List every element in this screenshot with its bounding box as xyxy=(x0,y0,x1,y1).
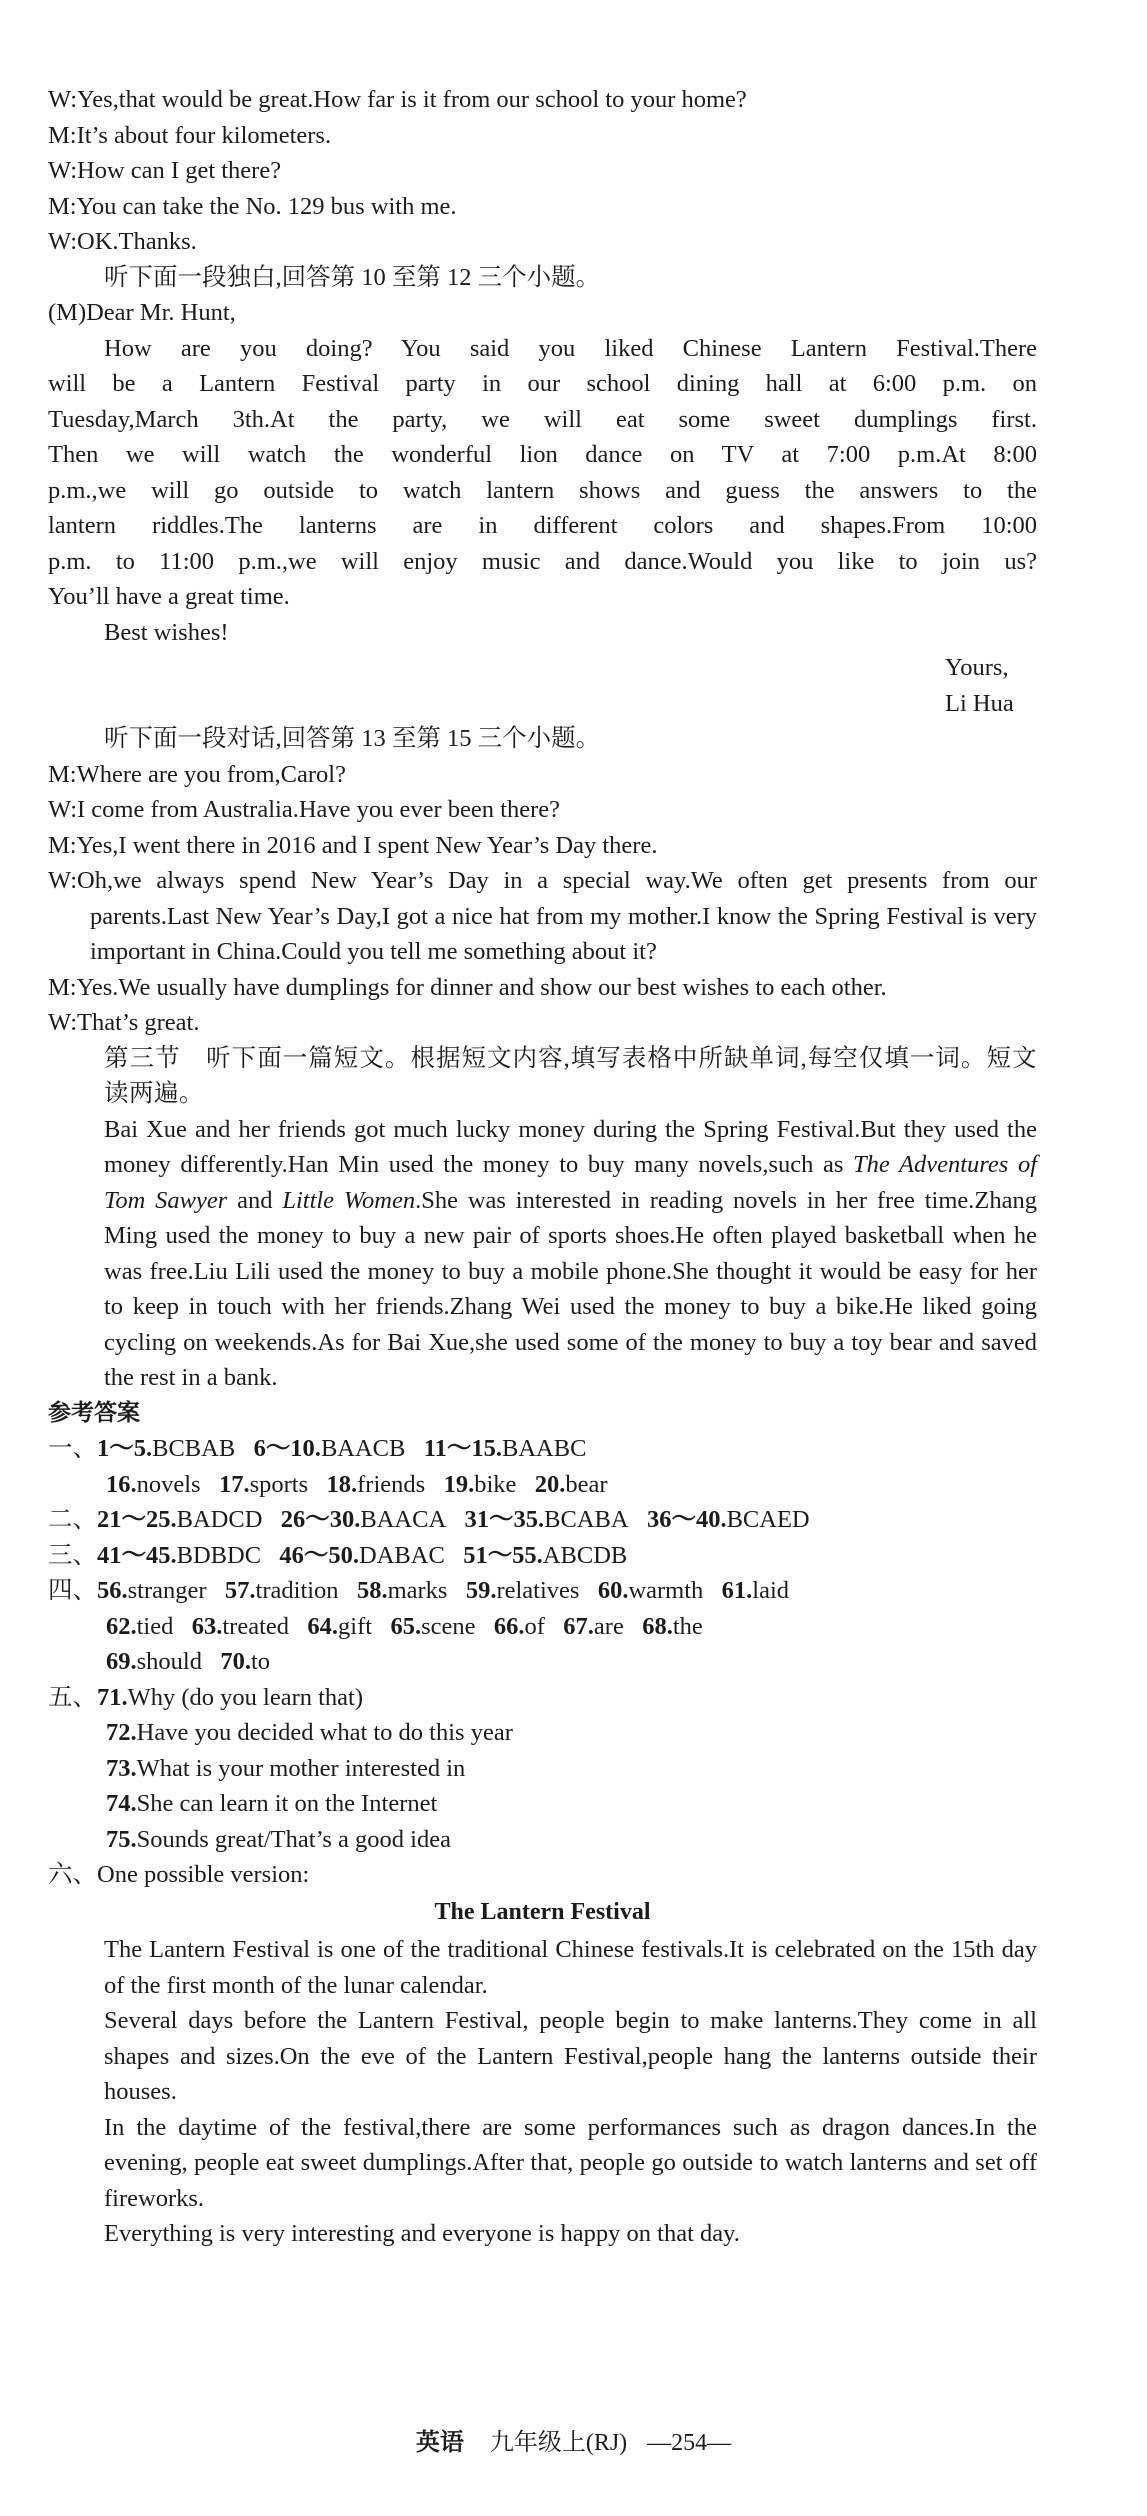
answer-num: 64. xyxy=(307,1612,339,1640)
answer-num: 1～5. xyxy=(97,1435,153,1462)
dialogue-1 xyxy=(48,82,1037,260)
answer-val: to xyxy=(250,1648,271,1675)
dialogue-line: W:OK.Thanks. xyxy=(48,228,197,255)
answer-val: ABCDB xyxy=(542,1541,628,1569)
page-number: —254— xyxy=(647,2430,732,2456)
answer-num: 75. xyxy=(106,1825,137,1853)
answer-row-2 xyxy=(48,1502,1037,1538)
section-label: 三、 xyxy=(48,1541,97,1569)
answer-num: 60. xyxy=(597,1577,629,1604)
dialogue-line: M:Yes.We usually have dumplings for dinner and show our best wishes to each other. xyxy=(48,973,887,1001)
answer-num: 67. xyxy=(563,1612,594,1640)
section-label: 二、 xyxy=(48,1506,97,1533)
answer-val: DABAC xyxy=(359,1541,445,1569)
essay-paragraph: The Lantern Festival is one of the traditional Chinese festivals.It is celebrated on the 15th day of the first month of the lunar calendar. xyxy=(104,1936,1037,1999)
essay-paragraph: Everything is very interesting and everyone is happy on that day. xyxy=(104,2220,740,2247)
footer-subject: 英语 xyxy=(415,2430,464,2456)
answer-row-4b xyxy=(48,1609,1037,1645)
answer-val: tied xyxy=(136,1612,174,1640)
answer-num: 56. xyxy=(97,1577,128,1604)
answer-val: treated xyxy=(222,1612,290,1640)
answer-val: BAACA xyxy=(360,1506,447,1533)
answer-num: 31～35. xyxy=(464,1506,545,1533)
answer-val: bear xyxy=(565,1470,608,1498)
answer-row-4 xyxy=(48,1573,1037,1609)
letter-sign-1: Yours, xyxy=(945,654,1009,681)
essay-title: The Lantern Festival xyxy=(434,1898,651,1925)
answer-val: BCBAB xyxy=(152,1435,236,1462)
answer-row-1b xyxy=(48,1467,1037,1503)
dialogue-line: W:I come from Australia.Have you ever been there? xyxy=(48,796,560,823)
book-title: The Adventures of Tom Sawyer xyxy=(104,1151,1037,1214)
answer-val: Why (do you learn that) xyxy=(127,1683,364,1711)
answer-val: BCAED xyxy=(726,1506,810,1533)
answer-val: warmth xyxy=(628,1577,704,1604)
answer-row-5d xyxy=(48,1786,1037,1822)
letter-line: lantern riddles.The lanterns are in different colors and shapes.From 10:00 xyxy=(48,512,1037,539)
dialogue-line: W:That’s great. xyxy=(48,1009,200,1036)
dialogue-line: M:Where are you from,Carol? xyxy=(48,760,346,788)
dialogue-line: M:You can take the No. 129 bus with me. xyxy=(48,192,457,220)
answer-val: BDBDC xyxy=(176,1541,262,1569)
answer-val: stranger xyxy=(127,1577,207,1604)
instruction: 听下面一段对话,回答第 13 至第 15 三个小题。 xyxy=(104,725,601,752)
answer-num: 70. xyxy=(220,1648,251,1675)
answer-num: 57. xyxy=(224,1577,256,1604)
answer-num: 61. xyxy=(721,1577,753,1604)
answer-num: 65. xyxy=(390,1612,422,1640)
answer-val: BAACB xyxy=(320,1435,406,1462)
letter-line: Tuesday,March 3th.At the party, we will eat some sweet dumplings first. xyxy=(48,405,1037,433)
answer-val: marks xyxy=(387,1577,448,1604)
dialogue-line: W:Oh,we always spend New Year’s Day in a special way.We often get presents from our parents.Last New Year’s Day,I got a nice hat from my mother.I know the Spring Festival is very important in China.Could you tell me something about it? xyxy=(48,867,1037,965)
answer-row-5 xyxy=(48,1680,1037,1716)
essay-paragraph: In the daytime of the festival,there are some performances such as dragon dances.In the evening, people eat sweet dumplings.After that, people go outside to watch lanterns and set off fireworks. xyxy=(104,2113,1037,2212)
answer-row-1 xyxy=(48,1431,1037,1467)
answer-val: BADCD xyxy=(176,1506,263,1533)
answer-val: BAABC xyxy=(502,1435,587,1462)
answer-val: novels xyxy=(136,1470,201,1498)
answer-val: gift xyxy=(338,1612,373,1640)
essay-paragraph: Several days before the Lantern Festival, people begin to make lanterns.They come in all shapes and sizes.On the eve of the Lantern Festival,people hang the lanterns outside their houses. xyxy=(104,2007,1037,2105)
answer-num: 26～30. xyxy=(280,1506,361,1533)
letter-line: Then we will watch the wonderful lion dance on TV at 7:00 p.m.At 8:00 xyxy=(48,441,1037,468)
letter-line: p.m. to 11:00 p.m.,we will enjoy music and dance.Would you like to join us? xyxy=(48,547,1037,575)
letter-sign-row xyxy=(48,650,1037,686)
answer-val: One possible version: xyxy=(97,1861,310,1888)
letter-line: will be a Lantern Festival party in our school dining hall at 6:00 p.m. on xyxy=(48,370,1037,397)
answer-num: 63. xyxy=(191,1612,223,1640)
answer-key xyxy=(48,1431,1037,1893)
answer-row-3 xyxy=(48,1538,1037,1574)
letter-line: How are you doing? You said you liked Chinese Lantern Festival.There xyxy=(104,334,1037,362)
answer-num: 36～40. xyxy=(646,1506,727,1533)
page-footer xyxy=(0,2426,1147,2462)
book-title: Little Women xyxy=(282,1186,416,1214)
answer-num: 72. xyxy=(106,1719,137,1746)
answer-row-4c xyxy=(48,1644,1037,1680)
dialogue-line: W:Yes,that would be great.How far is it from our school to your home? xyxy=(48,86,747,113)
answer-val: relatives xyxy=(496,1577,580,1604)
answer-num: 41～45. xyxy=(97,1541,177,1569)
section-label: 六、 xyxy=(48,1861,97,1888)
instruction: 听下面一段独白,回答第 10 至第 12 三个小题。 xyxy=(104,263,601,291)
answer-num: 58. xyxy=(356,1577,388,1604)
answer-num: 19. xyxy=(443,1470,475,1498)
answer-num: 46～50. xyxy=(279,1541,360,1569)
letter-closing: Best wishes! xyxy=(104,618,229,646)
answer-row-5b xyxy=(48,1715,1037,1751)
answer-val: should xyxy=(136,1648,202,1675)
answer-num: 69. xyxy=(106,1648,137,1675)
answer-num: 6～10. xyxy=(253,1435,321,1462)
answer-num: 21～25. xyxy=(97,1506,177,1533)
answer-val: the xyxy=(672,1612,703,1640)
letter-greeting: (M)Dear Mr. Hunt, xyxy=(48,299,236,326)
section-3-instruction: 第三节 听下面一篇短文。根据短文内容,填写表格中所缺单词,每空仅填一词。短文读两遍。 xyxy=(104,1044,1037,1107)
section-label: 四、 xyxy=(48,1577,97,1604)
answer-val: BCABA xyxy=(544,1506,629,1533)
dialogue-line: W:How can I get there? xyxy=(48,157,282,184)
letter-sign-row xyxy=(48,686,1037,722)
answer-num: 74. xyxy=(106,1790,137,1817)
passage-text: and xyxy=(227,1186,283,1214)
answer-num: 17. xyxy=(218,1470,250,1498)
letter-line: p.m.,we will go outside to watch lantern shows and guess the answers to the xyxy=(48,476,1037,504)
answer-num: 73. xyxy=(106,1754,137,1782)
answer-num: 18. xyxy=(326,1470,358,1498)
dialogue-2 xyxy=(48,757,1037,1041)
answer-row-5e xyxy=(48,1822,1037,1858)
answer-num: 62. xyxy=(106,1612,137,1640)
answer-val: Have you decided what to do this year xyxy=(136,1719,513,1746)
answer-val: of xyxy=(524,1612,545,1640)
answer-num: 51～55. xyxy=(463,1541,543,1569)
section-label: 一、 xyxy=(48,1435,97,1462)
answer-val: What is your mother interested in xyxy=(136,1754,466,1782)
answer-row-5c xyxy=(48,1751,1037,1787)
answer-row-6 xyxy=(48,1857,1037,1893)
answer-num: 71. xyxy=(97,1683,128,1711)
dialogue-line: M:Yes,I went there in 2016 and I spent New Year’s Day there. xyxy=(48,831,658,859)
answer-val: are xyxy=(593,1612,624,1640)
letter-line: You’ll have a great time. xyxy=(48,583,290,610)
answer-num: 11～15. xyxy=(423,1435,503,1462)
section-label: 五、 xyxy=(48,1683,97,1711)
answer-num: 20. xyxy=(534,1470,566,1498)
answer-num: 68. xyxy=(642,1612,673,1640)
passage xyxy=(48,1112,1037,1396)
letter xyxy=(48,295,1037,721)
answer-val: laid xyxy=(752,1577,790,1604)
answer-val: bike xyxy=(474,1470,517,1498)
answer-val: friends xyxy=(357,1470,426,1498)
answer-num: 66. xyxy=(493,1612,525,1640)
answer-num: 59. xyxy=(465,1577,497,1604)
answer-val: She can learn it on the Internet xyxy=(136,1790,438,1817)
answer-val: scene xyxy=(421,1612,476,1640)
footer-grade: 九年级上(RJ) xyxy=(489,2430,628,2456)
letter-sign-2: Li Hua xyxy=(945,689,1014,717)
answers-title: 参考答案 xyxy=(48,1399,140,1426)
answer-num: 16. xyxy=(106,1470,137,1498)
passage-text: .She was interested in reading novels in her free time.Zhang Ming used the money to buy a new pair of sports shoes.He often played basketball when he was free.Liu Lili used the money to buy a mobile phone.She thought it would be easy for her to keep in touch with her friends.Zhang Wei used the money to buy a bike.He liked going cycling on weekends.As for Bai Xue,she used some of the money to buy a toy bear and saved the rest in a bank. xyxy=(104,1186,1037,1391)
answer-val: tradition xyxy=(255,1577,339,1604)
passage-text: Bai Xue and her friends got much lucky money during the Spring Festival.But they used the money differently.Han Min used the money to buy many novels,such as xyxy=(104,1115,1037,1178)
essay xyxy=(48,1895,1037,2252)
dialogue-line: M:It’s about four kilometers. xyxy=(48,121,332,149)
answer-val: sports xyxy=(249,1470,309,1498)
answer-val: Sounds great/That’s a good idea xyxy=(136,1825,451,1853)
